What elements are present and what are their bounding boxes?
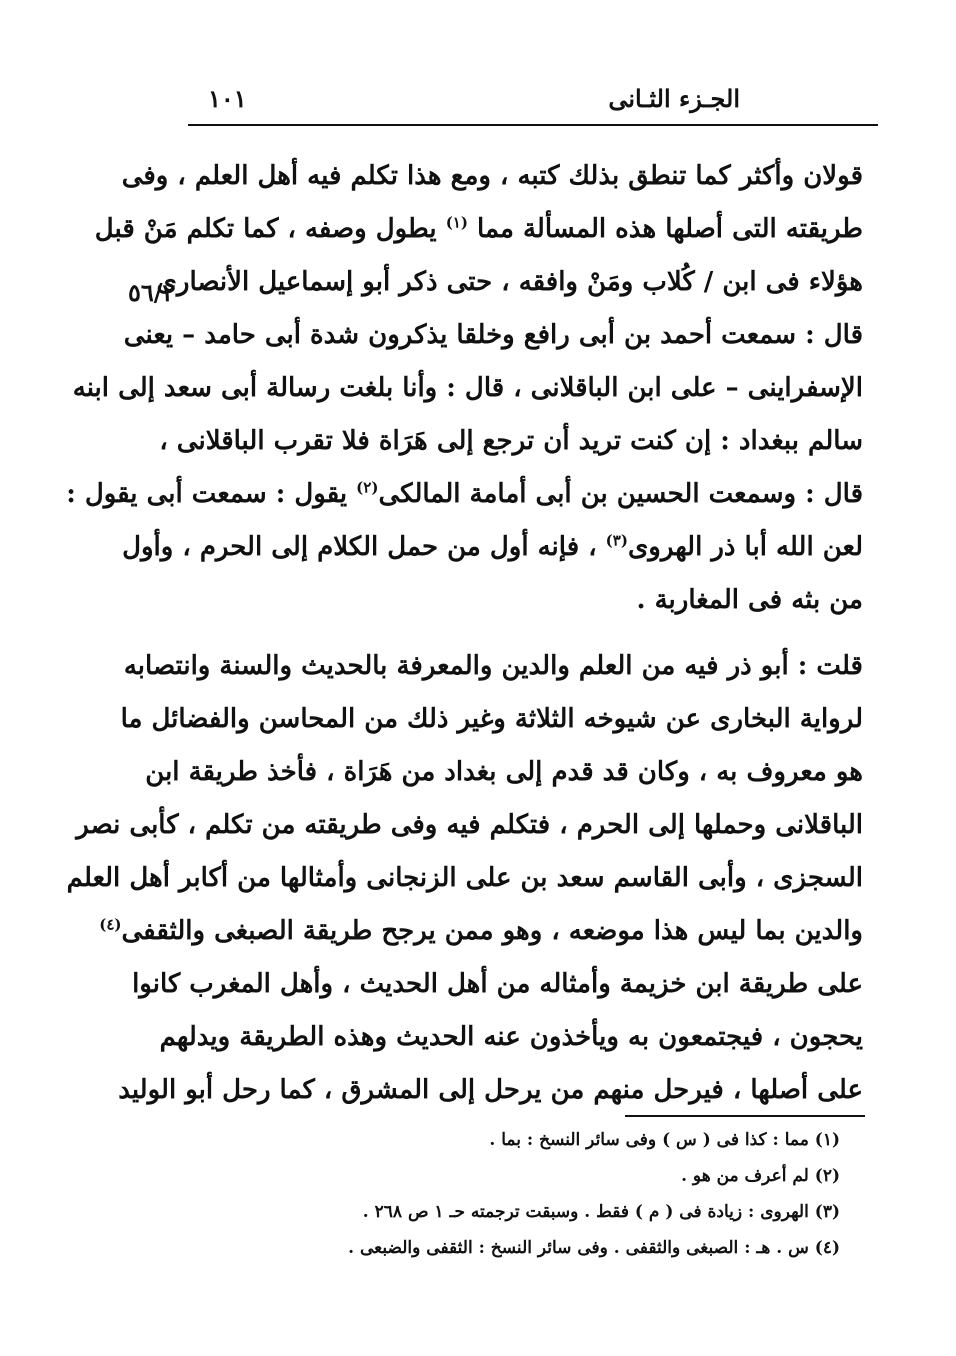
footnote: (٣) الهروى : زيادة فى ( م ) فقط . وسبقت ترجمته حـ ١ ص ٢٦٨ .: [362, 1202, 840, 1222]
text-line: سالم ببغداد : إن كنت تريد أن ترجع إلى هَرَاة فلا تقرب الباقلانى ،: [159, 426, 863, 456]
text-line: قلت : أبو ذر فيه من العلم والدين والمعرفة بالحديث والسنة وانتصابه: [123, 651, 863, 681]
text-line: لعن الله أبا ذر الهروى$^{(٣)}$ ، فإنه أول من حمل الكلام إلى الحرم ، وأول: [122, 531, 863, 562]
text-line: والدين بما ليس هذا موضعه ، وهو ممن يرجح طريقة الصبغى والثقفى$^{(٤)}$: [99, 915, 863, 946]
text-line: يحجون ، فيجتمعون به ويأخذون عنه الحديث وهذه الطريقة ويدلهم: [159, 1022, 863, 1052]
footnote-mark: (٢): [356, 478, 379, 497]
footnote: (١) مما : كذا فى ( س ) وفى سائر النسخ : بما .: [489, 1130, 840, 1150]
text-line: على أصلها ، فيرحل منهم من يرحل إلى المشرق ، كما رحل أبو الوليد: [118, 1075, 863, 1105]
header-rule: [188, 124, 878, 126]
text-line: الباقلانى وحملها إلى الحرم ، فتكلم فيه وفى طريقته من تكلم ، كأبى نصر: [76, 810, 863, 840]
footnote: (٤) س . هـ : الصبغى والثقفى . وفى سائر النسخ : الثقفى والضبعى .: [348, 1238, 840, 1258]
text-line: قولان وأكثر كما تنطق بذلك كتبه ، ومع هذا تكلم فيه أهل العلم ، وفى: [121, 161, 863, 191]
page-number: ١٠١: [208, 84, 247, 113]
text-line: الإسفراينى – على ابن الباقلانى ، قال : وأنا بلغت رسالة أبى سعد إلى ابنه: [72, 373, 863, 403]
footnote: (٢) لم أعرف من هو .: [681, 1166, 840, 1186]
paragraph-2: [66, 640, 863, 1117]
footnote-rule: [625, 1115, 865, 1117]
footnotes: [300, 1122, 840, 1266]
text-line: هؤلاء فى ابن / كُلاب ومَنْ وافقه ، حتى ذكر أبو إسماعيل الأنصارى: [156, 267, 863, 297]
text-line: قال : وسمعت الحسين بن أبى أمامة المالكى$^{(٢)}$ يقول : سمعت أبى يقول :: [66, 478, 863, 509]
footnote-mark: (٣): [605, 531, 628, 550]
text-line: على طريقة ابن خزيمة وأمثاله من أهل الحديث ، وأهل المغرب كانوا: [132, 969, 863, 999]
text-line: لرواية البخارى عن شيوخه الثلاثة وغير ذلك من المحاسن والفضائل ما: [120, 704, 863, 734]
text-line: هو معروف به ، وكان قد قدم إلى بغداد من هَرَاة ، فأخذ طريقة ابن: [145, 757, 863, 787]
running-title: الجـزء الثـانى: [608, 84, 740, 113]
text-line: السجزى ، وأبى القاسم سعد بن على الزنجانى وأمثالها من أكابر أهل العلم: [66, 863, 863, 893]
page-header: [190, 82, 880, 122]
lead-word: قلت: [816, 651, 863, 681]
text-line: قال : سمعت أحمد بن أبى رافع وخلقا يذكرون شدة أبى حامد – يعنى: [123, 320, 863, 350]
text-line: طريقته التى أصلها هذه المسألة مما $^{(١)}$ يطول وصفه ، كما تكلم مَنْ قبل: [94, 213, 863, 244]
margin-reference: ٥٦/٢: [128, 278, 176, 307]
text-line: من بثه فى المغاربة .: [636, 585, 863, 615]
footnote-mark: (١): [445, 213, 468, 232]
footnote-mark: (٤): [99, 915, 122, 934]
